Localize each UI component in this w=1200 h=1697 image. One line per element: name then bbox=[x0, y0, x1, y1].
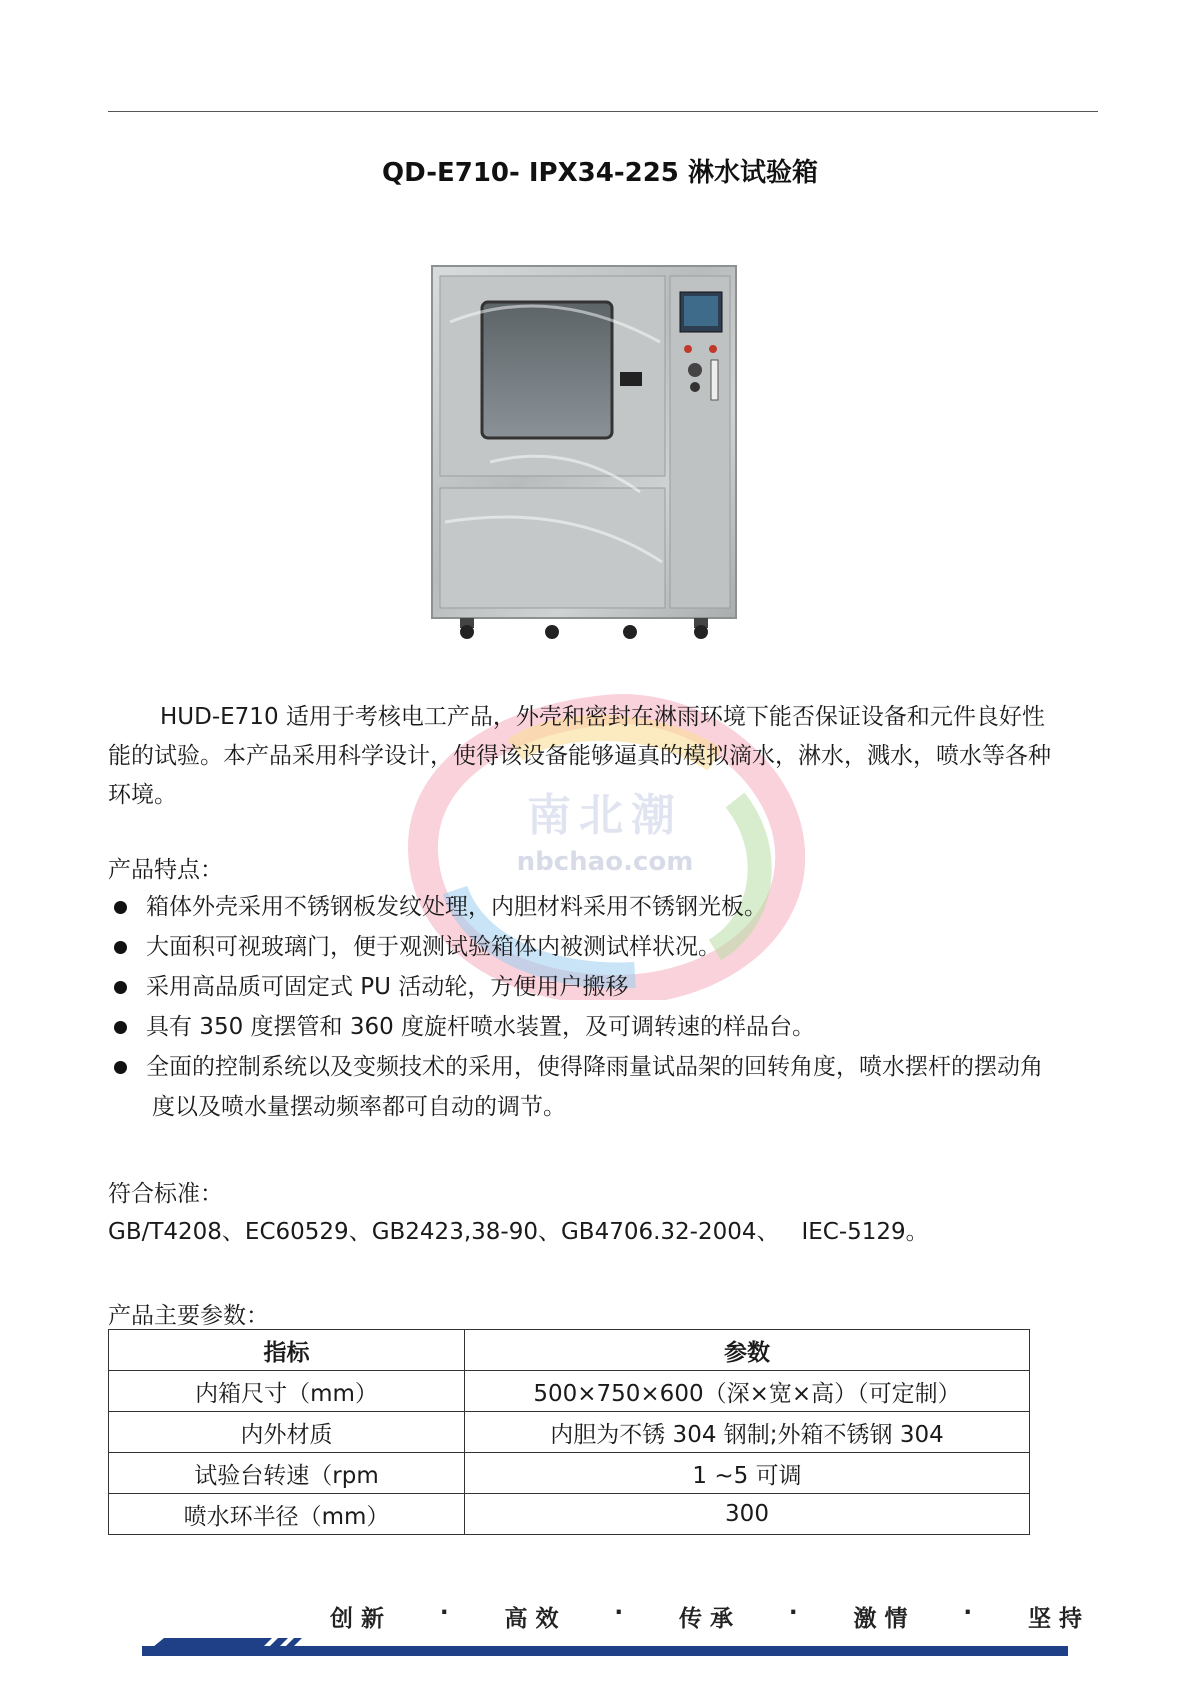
bullet-icon bbox=[114, 1061, 127, 1074]
feature-item-continuation: 度以及喷水量摆动频率都可自动的调节。 bbox=[152, 1094, 566, 1120]
bullet-icon bbox=[114, 901, 127, 914]
cell-value: 300 bbox=[465, 1494, 1030, 1535]
table-row bbox=[109, 1371, 1030, 1412]
features-list bbox=[108, 887, 1098, 1127]
bullet-icon bbox=[114, 981, 127, 994]
cell-value: 500×750×600（深×宽×高）（可定制） bbox=[465, 1371, 1030, 1412]
cell-value: 1 ~5 可调 bbox=[465, 1453, 1030, 1494]
page-title: QD-E710- IPX34-225 淋水试验箱 bbox=[382, 158, 818, 188]
intro-line-1: HUD-E710 适用于考核电工产品，外壳和密封在淋雨环境下能否保证设备和元件良好性 bbox=[160, 704, 1045, 730]
feature-item: 采用高品质可固定式 PU 活动轮，方便用户搬移 bbox=[108, 967, 1098, 1007]
header-value: 参数 bbox=[465, 1330, 1030, 1371]
slogan-dot: · bbox=[963, 1600, 981, 1626]
params-heading: 产品主要参数： bbox=[108, 1303, 269, 1329]
cell-value: 内胆为不锈 304 钢制;外箱不锈钢 304 bbox=[465, 1412, 1030, 1453]
header-indicator: 指标 bbox=[109, 1330, 465, 1371]
header-rule bbox=[108, 111, 1098, 112]
intro-paragraph bbox=[108, 698, 1098, 815]
intro-line-2: 能的试验。本产品采用科学设计，使得该设备能够逼真的模拟滴水，淋水，溅水，喷水等各种 bbox=[108, 743, 1051, 769]
slogan-dot: · bbox=[788, 1600, 806, 1626]
slogan-dot: · bbox=[614, 1600, 632, 1626]
cell-indicator: 内外材质 bbox=[109, 1412, 465, 1453]
watermark-name: 南北潮 bbox=[527, 790, 683, 841]
table-row bbox=[109, 1494, 1030, 1535]
intro-line-3: 环境。 bbox=[108, 782, 177, 808]
product-photo bbox=[430, 262, 738, 640]
table-row bbox=[109, 1412, 1030, 1453]
cell-indicator: 内箱尺寸（mm） bbox=[109, 1371, 465, 1412]
bullet-icon bbox=[114, 941, 127, 954]
slogan-word: 激情 bbox=[853, 1606, 916, 1632]
feature-item: 具有 350 度摆管和 360 度旋杆喷水装置，及可调转速的样品台。 bbox=[108, 1007, 1098, 1047]
table-row bbox=[109, 1453, 1030, 1494]
feature-item: 箱体外壳采用不锈钢板发纹处理，内胆材料采用不锈钢光板。 bbox=[108, 887, 1098, 927]
slogan-word: 传承 bbox=[679, 1606, 741, 1632]
feature-item: 大面积可视玻璃门，便于观测试验箱体内被测试样状况。 bbox=[108, 927, 1098, 967]
cell-indicator: 试验台转速（rpm bbox=[109, 1453, 465, 1494]
params-table bbox=[108, 1329, 1030, 1535]
standards-list: GB/T4208、EC60529、GB2423,38-90、GB4706.32-2004、 IEC-5129。 bbox=[108, 1219, 929, 1245]
slogan-dot: · bbox=[439, 1600, 457, 1626]
feature-item: 全面的控制系统以及变频技术的采用，使得降雨量试品架的回转角度，喷水摆杆的摆动角 度以及喷水量摆动频率都可自动的调节。 bbox=[108, 1047, 1098, 1127]
bullet-icon bbox=[114, 1021, 127, 1034]
cell-indicator: 喷水环半径（mm） bbox=[109, 1494, 465, 1535]
slogan-word: 坚持 bbox=[1028, 1606, 1090, 1632]
watermark-domain: nbchao.com bbox=[516, 847, 694, 877]
standards-heading: 符合标准： bbox=[108, 1181, 223, 1207]
footer-bar bbox=[142, 1628, 1068, 1656]
features-heading: 产品特点： bbox=[108, 857, 223, 883]
table-header-row bbox=[109, 1330, 1030, 1371]
slogan-word: 创新 bbox=[330, 1606, 392, 1632]
slogan-word: 高效 bbox=[504, 1606, 567, 1632]
